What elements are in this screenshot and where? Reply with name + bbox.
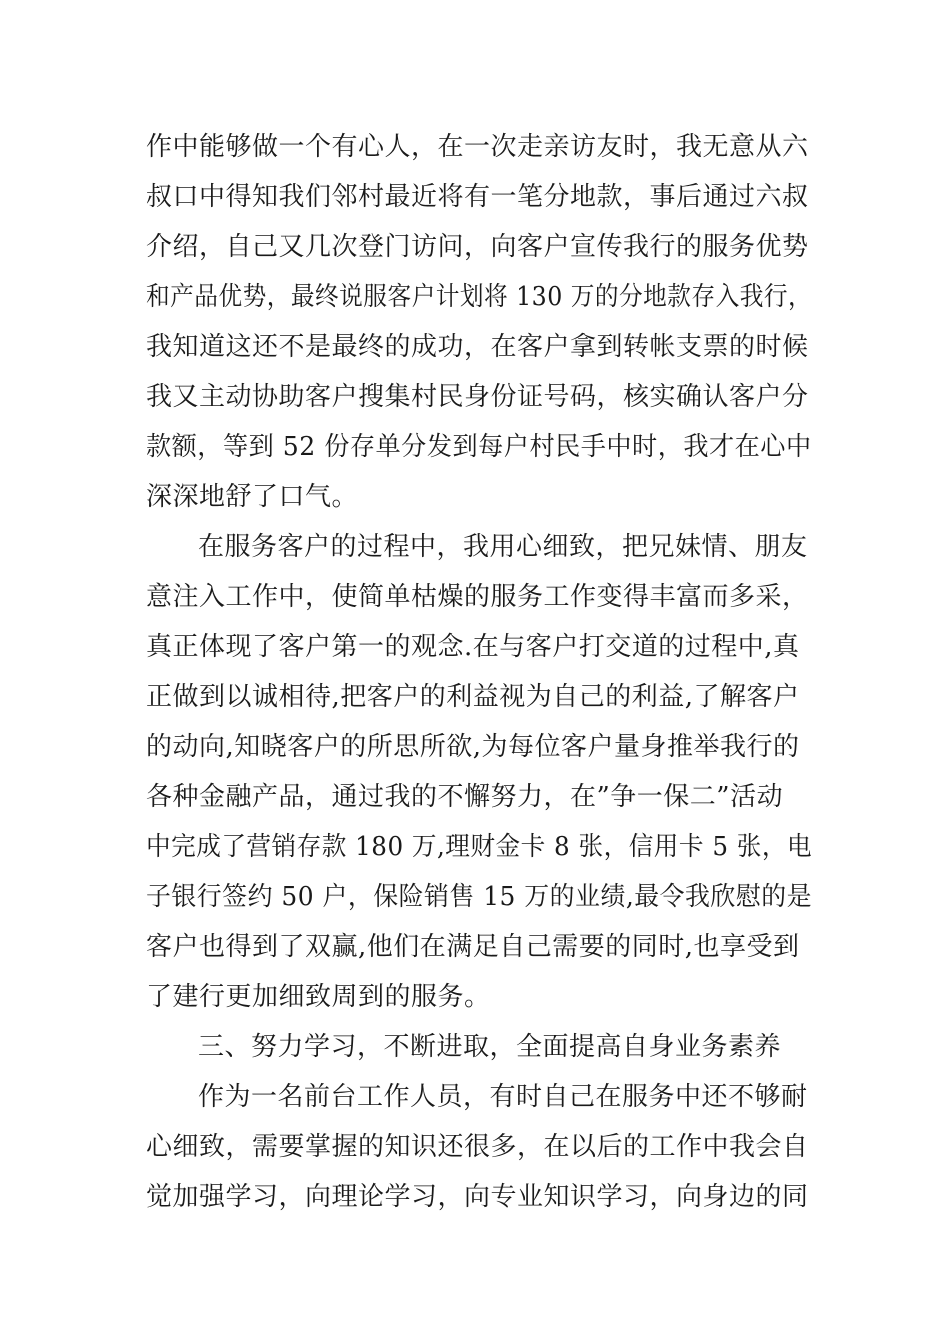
- text-line: 真正体现了客户第一的观念.在与客户打交道的过程中,真: [146, 632, 800, 662]
- paragraph-first-line: 在服务客户的过程中，我用心细致，把兄妹情、朋友: [198, 532, 808, 562]
- text-line: 我知道这还不是最终的成功，在客户拿到转帐支票的时候: [146, 332, 809, 362]
- text-line: 意注入工作中，使简单枯燥的服务工作变得丰富而多采，: [146, 582, 809, 612]
- text-line: 作中能够做一个有心人，在一次走亲访友时，我无意从六: [146, 132, 809, 162]
- text-line: 款额，等到 52 份存单分发到每户村民手中时，我才在心中: [146, 432, 812, 462]
- text-line: 和产品优势，最终说服客户计划将 130 万的分地款存入我行，: [146, 282, 813, 312]
- text-line: 深深地舒了口气。: [146, 482, 359, 512]
- text-line: 我又主动协助客户搜集村民身份证号码，核实确认客户分: [146, 382, 809, 412]
- text-line: 正做到以诚相待,把客户的利益视为自己的利益,了解客户: [146, 682, 800, 712]
- text-line: 各种金融产品，通过我的不懈努力，在”争一保二”活动: [146, 782, 784, 812]
- text-line: 的动向,知晓客户的所思所欲,为每位客户量身推举我行的: [146, 732, 800, 762]
- text-line: 叔口中得知我们邻村最近将有一笔分地款，事后通过六叔: [146, 182, 809, 212]
- text-line: 觉加强学习，向理论学习，向专业知识学习，向身边的同: [146, 1182, 809, 1212]
- text-line: 介绍，自己又几次登门访问，向客户宣传我行的服务优势: [146, 232, 809, 262]
- paragraph-first-line: 作为一名前台工作人员，有时自己在服务中还不够耐: [198, 1082, 808, 1112]
- text-line: 中完成了营销存款 180 万,理财金卡 8 张，信用卡 5 张，电: [146, 832, 813, 862]
- text-line: 子银行签约 50 户，保险销售 15 万的业绩,最令我欣慰的是: [146, 882, 813, 912]
- text-line: 心细致，需要掌握的知识还很多，在以后的工作中我会自: [146, 1132, 809, 1162]
- text-line: 客户也得到了双赢,他们在满足自己需要的同时,也享受到: [146, 932, 800, 962]
- text-line: 了建行更加细致周到的服务。: [146, 982, 491, 1012]
- section-heading: 三、努力学习，不断进取，全面提高自身业务素养: [198, 1032, 782, 1062]
